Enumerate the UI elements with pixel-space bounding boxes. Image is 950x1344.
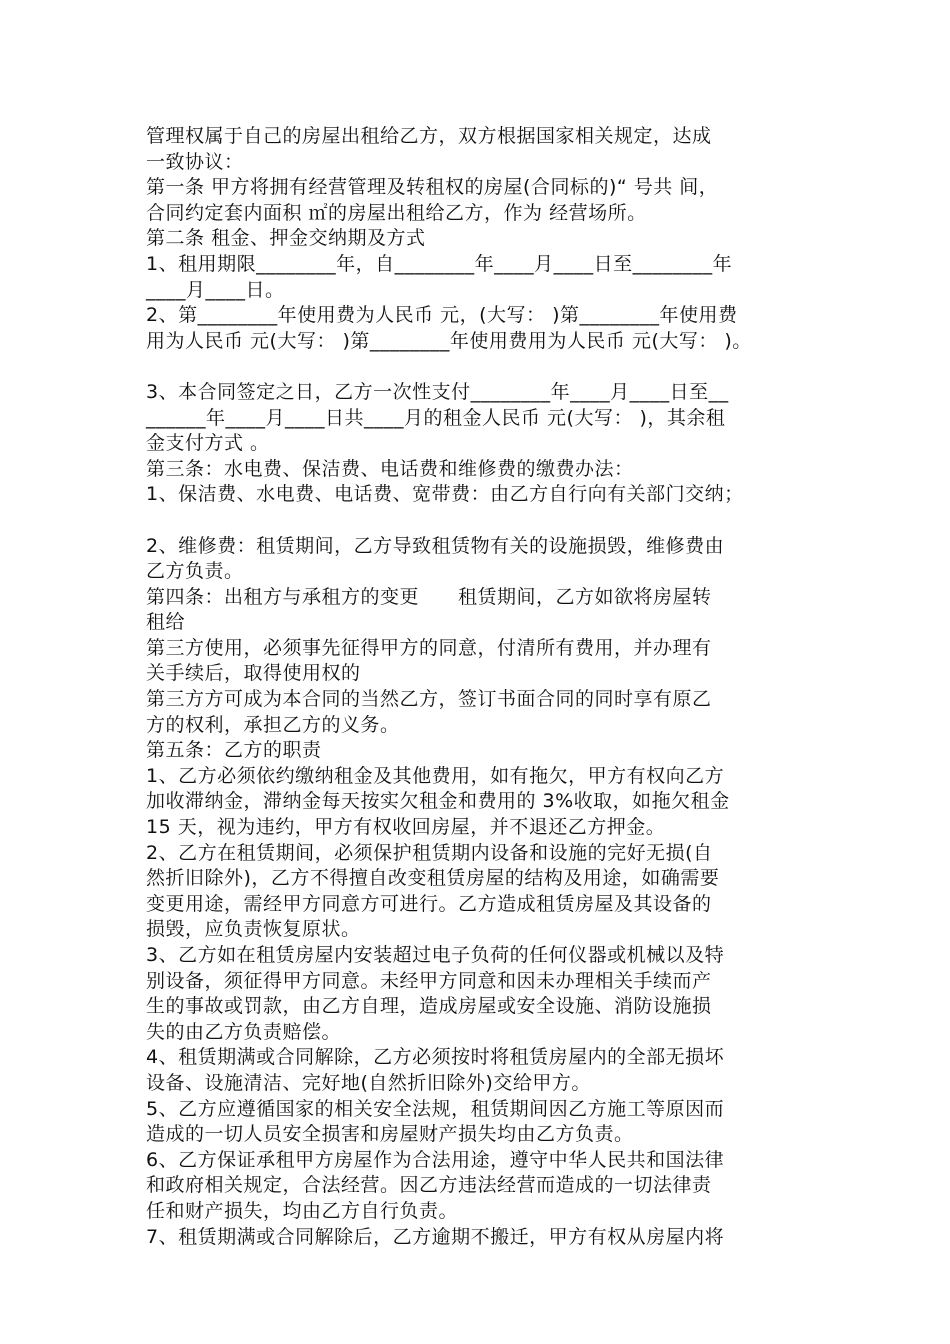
text-line: 6、乙方保证承租甲方房屋作为合法用途，遵守中华人民共和国法律: [146, 1148, 725, 1171]
text-line: 1、租用期限________年，自________年____月____日至________年: [146, 252, 733, 275]
text-line: 一致协议：: [146, 150, 244, 173]
text-line: ____月____日。: [146, 278, 285, 301]
text-line: 损毁，应负责恢复原状。: [146, 918, 361, 941]
text-line: 方的权利，承担乙方的义务。: [146, 713, 400, 736]
text-line: 失的由乙方负责赔偿。: [146, 1020, 342, 1043]
text-line: 变更用途，需经甲方同意方可进行。乙方造成租赁房屋及其设备的: [146, 892, 712, 915]
text-line: 然折旧除外)，乙方不得擅自改变租赁房屋的结构及用途，如确需要: [146, 867, 720, 890]
text-line: 2、第________年使用费为人民币 元，(大写： )第________年使用费: [146, 304, 738, 327]
text-line: 3、本合同签定之日，乙方一次性支付________年____月____日至__: [146, 380, 729, 403]
text-line: 第三条：水电费、保洁费、电话费和维修费的缴费办法：: [146, 457, 634, 480]
text-line: 设备、设施清洁、完好地(自然折旧除外)交给甲方。: [146, 1071, 591, 1094]
text-line: 生的事故或罚款，由乙方自理，造成房屋或安全设施、消防设施损: [146, 995, 712, 1018]
text-line: 第三方方可成为本合同的当然乙方，签订书面合同的同时享有原乙: [146, 688, 712, 711]
text-line: 第四条：出租方与承租方的变更 租赁期间，乙方如欲将房屋转: [146, 585, 712, 608]
text-line: 乙方负责。: [146, 560, 244, 583]
blank-line: [146, 354, 818, 380]
text-line: ______年____月____日共____月的租金人民币 元(大写： )，其余租: [146, 406, 726, 429]
text-line: 1、保洁费、水电费、电话费、宽带费：由乙方自行向有关部门交纳；: [146, 483, 744, 506]
text-line: 第二条 租金、押金交纳期及方式: [146, 227, 426, 250]
text-line: 和政府相关规定，合法经营。因乙方违法经营而造成的一切法律责: [146, 1174, 712, 1197]
text-line: 造成的一切人员安全损害和房屋财产损失均由乙方负责。: [146, 1123, 634, 1146]
text-line: 1、乙方必须依约缴纳租金及其他费用，如有拖欠，甲方有权向乙方: [146, 764, 725, 787]
text-line: 别设备，须征得甲方同意。未经甲方同意和因未办理相关手续而产: [146, 969, 712, 992]
text-line: 加收滞纳金，滞纳金每天按实欠租金和费用的 3%收取，如拖欠租金: [146, 790, 730, 813]
text-line: 用为人民币 元(大写： )第________年使用费用为人民币 元(大写： )。: [146, 329, 752, 352]
text-line: 合同约定套内面积 ㎡的房屋出租给乙方，作为 经营场所。: [146, 201, 647, 224]
text-line: 3、乙方如在租赁房屋内安装超过电子负荷的任何仪器或机械以及特: [146, 944, 725, 966]
text-line: 2、乙方在租赁期间，必须保护租赁期内设备和设施的完好无损(自: [146, 841, 713, 864]
text-line: 第五条：乙方的职责: [146, 739, 322, 762]
text-line: 第一条 甲方将拥有经营管理及转租权的房屋(合同标的)“ 号共 间，: [146, 176, 719, 199]
document-body: [146, 124, 818, 1250]
text-line: 5、乙方应遵循国家的相关安全法规，租赁期间因乙方施工等原因而: [146, 1097, 725, 1120]
text-line: 金支付方式 。: [146, 432, 270, 455]
text-line: 2、维修费：租赁期间，乙方导致租赁物有关的设施损毁，维修费由: [146, 534, 725, 557]
text-line: 15 天，视为违约，甲方有权收回房屋，并不退还乙方押金。: [146, 816, 666, 839]
text-line: 4、租赁期满或合同解除，乙方必须按时将租赁房屋内的全部无损坏: [146, 1046, 725, 1069]
text-line: 关手续后，取得使用权的: [146, 662, 361, 685]
text-line: 7、租赁期满或合同解除后，乙方逾期不搬迁，甲方有权从房屋内将: [146, 1225, 725, 1248]
text-line: 第三方使用，必须事先征得甲方的同意，付清所有费用，并办理有: [146, 636, 712, 659]
blank-line: [146, 508, 818, 534]
text-line: 租给: [146, 611, 186, 634]
text-line: 任和财产损失，均由乙方自行负责。: [146, 1199, 459, 1222]
text-line: 管理权属于自己的房屋出租给乙方，双方根据国家相关规定，达成: [146, 125, 712, 147]
